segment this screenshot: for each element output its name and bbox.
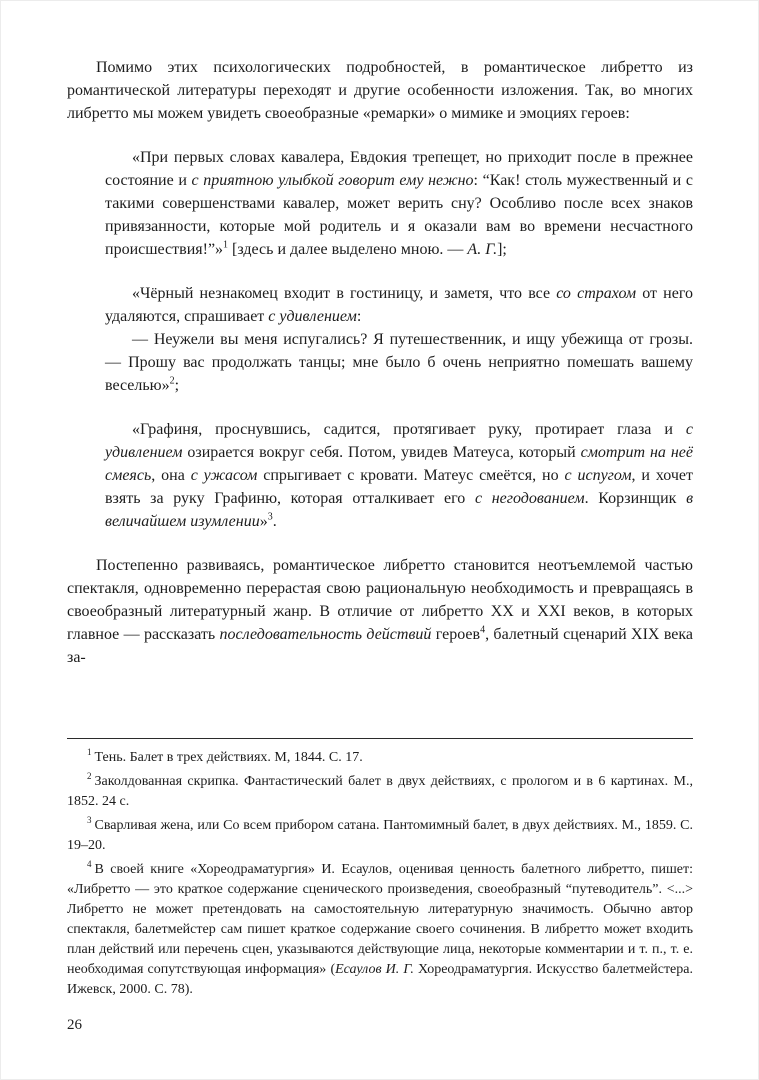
quote-paragraph (105, 282, 693, 328)
text-run: Сварливая жена, или Со всем прибором сатана. Пантомимный балет, в двух действиях. М., 1859. С. 19–20. (67, 818, 693, 853)
footnote-ref: 3 (267, 511, 273, 523)
text-run: , и хочет взять за руку Графиню, которая отталкивает его (105, 467, 693, 507)
text-run: Постепенно развиваясь, романтическое либретто становится неотъемлемой частью спектакля, одновременно перерастая свою рациональную необходимость и превращаясь в своеобразный литературный жанр. В отличие от либретто XX и XXI веков, в которых главное — рассказать (67, 557, 693, 643)
text-run: ; (174, 377, 180, 394)
text-run: Хореодраматургия. Искусство балетмейстера. Ижевск, 2000. С. 78). (67, 962, 693, 997)
text-run: — Неужели вы меня испугались? Я путешественник, и ищу убежища от грозы. — Прошу вас продолжать танцы; мне было б очень неприятно помешать вашему веселью» (105, 331, 693, 394)
text-run: , она (151, 467, 191, 484)
emphasis-text: смотрит на неё смеясь (105, 444, 694, 484)
emphasis-text: с негодованием (474, 490, 585, 507)
text-run: озирается вокруг себя. Потом, увидев Матеуса, который (182, 444, 581, 461)
text-run: героев (431, 626, 481, 643)
emphasis-text: со страхом (556, 285, 637, 302)
quote-paragraph (105, 146, 693, 261)
footnote (67, 772, 693, 812)
footnote-ref: 2 (169, 375, 175, 387)
text-run: , балетный сценарий XIX века за- (67, 626, 694, 666)
footnote-ref: 1 (223, 239, 229, 251)
text-run: Тень. Балет в трех действиях. М, 1844. С. 17. (94, 750, 363, 765)
text-run: от него удаляются, спрашивает (105, 285, 693, 325)
footnote (67, 816, 693, 856)
emphasis-text: с ужасом (190, 467, 258, 484)
footnote-number: 3 (87, 815, 92, 826)
footnote (67, 860, 693, 1000)
text-run: В своей книге «Хореодраматургия» И. Есаулов, оценивая ценность балетного либретто, пишет: «Либретто — это краткое содержание сценического произведения, своеобразный “путеводитель”. <...> Либретто не может претендовать на самостоятельную литературную значимость. Обычно автор спектакля, балетмейстер сам пишет краткое содержание своего сочинения. В либретто может входить план действий или перечень сцен, указываются действующие лица, некоторые комментарии и т. п., т. е. необходимая сопутствующая информация» ( (67, 862, 693, 977)
paragraph (67, 554, 693, 669)
footnote-ref: 4 (480, 624, 486, 636)
text-run: . (272, 513, 277, 530)
emphasis-text: в величайшем изумлении (105, 490, 694, 530)
emphasis-text: с удивлением (268, 308, 357, 325)
text-run: . Корзинщик (584, 490, 687, 507)
emphasis-text: Есаулов И. Г. (335, 962, 414, 977)
text-run: » (259, 513, 268, 530)
emphasis-text: А. Г. (467, 241, 498, 258)
footnote (67, 748, 693, 768)
emphasis-text: с удивлением (105, 421, 693, 461)
body-text (67, 56, 693, 669)
emphasis-text: с приятною улыбкой говорит ему нежно (191, 172, 474, 189)
text-run: [здесь и далее выделено мною. — (228, 241, 468, 258)
text-run: : “Как! столь мужественный и с такими совершенствами кавалер, может верить сну? Особливо после всех знаков привязанности, которые мой родитель и я оказали вам во времени несчастного происшествия!”» (105, 172, 693, 258)
page-number: 26 (67, 1017, 82, 1033)
quote-paragraph (105, 418, 693, 533)
text-run: Заколдованная скрипка. Фантастический балет в двух действиях, с прологом и в 6 картинах. М., 1852. 24 с. (67, 774, 693, 809)
text-run: «При первых словах кавалера, Евдокия трепещет, но приходит после в прежнее состояние и (105, 149, 693, 189)
footnote-number: 1 (87, 747, 92, 758)
quote-paragraph (105, 328, 693, 397)
text-run: ]; (497, 241, 507, 258)
text-run: «Чёрный незнакомец входит в гостиницу, и заметя, что все (132, 285, 557, 302)
emphasis-text: последовательность действий (219, 626, 432, 643)
footnote-number: 4 (87, 859, 92, 870)
footnote-list (67, 748, 693, 1000)
footnote-area (67, 738, 693, 1000)
footnote-number: 2 (87, 771, 92, 782)
text-run: Помимо этих психологических подробностей, в романтическое либретто из романтической литературы переходят и другие особенности изложения. Так, во многих либретто мы можем увидеть своеобразные «ремарки» о мимике и эмоциях героев: (67, 59, 693, 122)
text-run: «Графиня, проснувшись, садится, протягивает руку, протирает глаза и (132, 421, 686, 438)
footnote-separator (67, 738, 693, 739)
emphasis-text: с испугом (564, 467, 632, 484)
text-run: : (356, 308, 362, 325)
paragraph (67, 56, 693, 125)
text-run: спрыгивает с кровати. Матеус смеётся, но (257, 467, 565, 484)
